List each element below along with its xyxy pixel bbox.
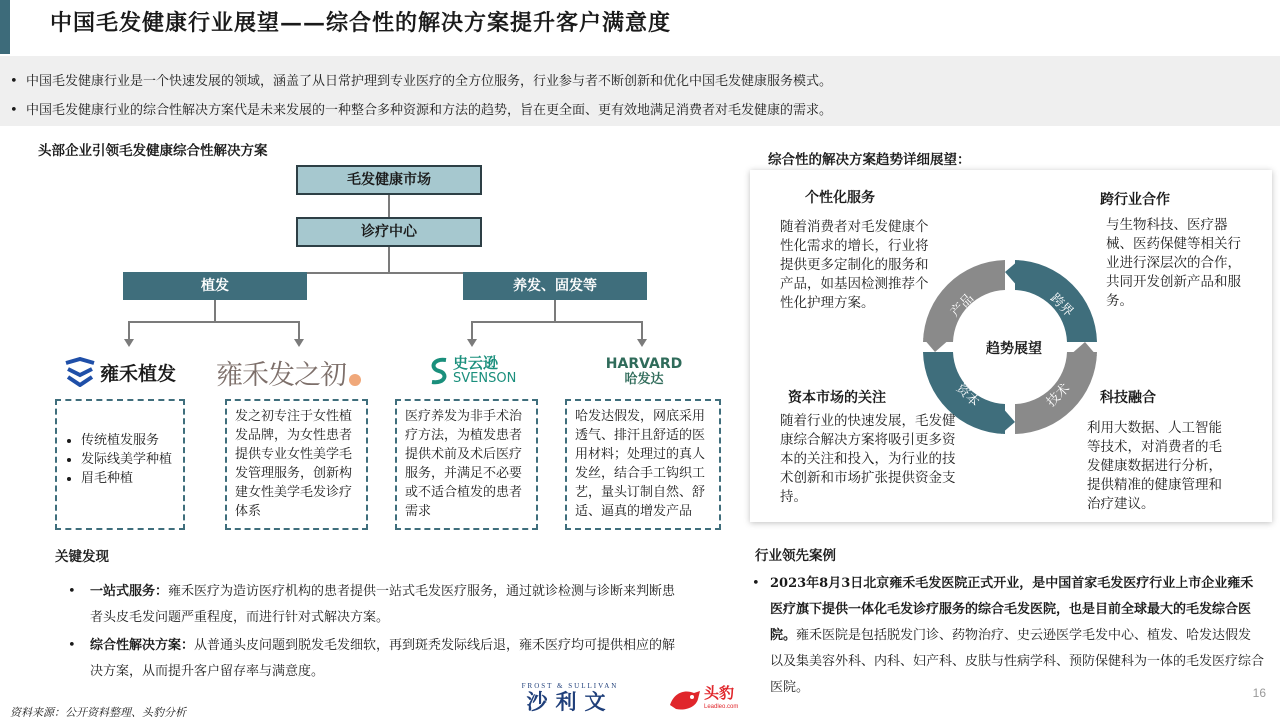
intro-band	[0, 56, 1280, 126]
connector	[298, 321, 300, 339]
trend-cycle-diagram	[919, 258, 1109, 438]
case-text: • 2023年8月3日北京雍禾毛发医院正式开业，是中国首家毛发医疗行业上市企业雍禾医疗旗下提供一体化毛发诊疗服务的综合毛发医院，也是目前全球最大的毛发综合医院。雍禾医院是包括脱发门诊、药物治疗、史云逊医学毛发中心、植发、哈发达假发以及集美容外科、内科、妇产科、皮肤与性病学科、预防保健科为一体的毛发医疗综合医院。	[752, 576, 1265, 695]
list-item: • 发际线美学种植	[81, 450, 175, 469]
case-heading: 行业领先案例	[755, 548, 836, 564]
key-findings-heading: 关键发现	[55, 549, 109, 565]
list-item: • 眉毛种植	[81, 469, 175, 488]
key-findings-list	[68, 579, 688, 685]
connector	[388, 247, 390, 273]
page-title: 中国毛发健康行业展望——综合性的解决方案提升客户满意度	[50, 10, 672, 36]
trend-text-personal: 随着消费者对毛发健康个性化需求的增长，行业将提供更多定制化的服务和产品，如基因检测推荐个性化护理方案。	[780, 219, 929, 311]
arrow-head	[294, 339, 304, 347]
connector	[214, 300, 216, 322]
list-item: • 一站式服务：雍禾医疗为造访医疗机构的患者提供一站式毛发医疗服务，通过就诊检测与诊断来判断患者头皮毛发问题严重程度，而进行针对式解决方案。	[68, 584, 676, 625]
svenson-s-icon	[428, 356, 450, 386]
clinic-box: 诊疗中心	[296, 217, 482, 247]
segment-label-tech: 技术	[1044, 381, 1074, 411]
cycle-arrow-head	[1001, 406, 1015, 434]
list-item: • 综合性解决方案：从普通头皮问题到脱发毛发细软，再到斑秃发际线后退，雍禾医疗均可提供相应的解决方案，从而提升客户留存率与满意度。	[68, 638, 676, 679]
connector	[471, 321, 643, 323]
arrow-head	[467, 339, 477, 347]
connector	[388, 195, 390, 218]
frost-sullivan-logo: FROST & SULLIVAN 沙利文	[521, 682, 619, 714]
yonghe-logo: 雍禾植发	[64, 356, 176, 388]
trend-title-tech: 科技融合	[1100, 390, 1156, 406]
connector	[554, 300, 556, 322]
segment-label-crossover: 跨界	[1046, 291, 1076, 321]
trend-text-crossover: 与生物科技、医疗器械、医药保健等相关行业进行深层次的合作，共同开发创新产品和服务。	[1106, 217, 1241, 309]
leopard-icon	[668, 687, 702, 713]
trend-title-personal: 个性化服务	[805, 190, 875, 206]
toubao-logo: 头豹 Leadleo.com	[668, 686, 738, 714]
cycle-center-label: 趋势展望	[986, 341, 1042, 357]
title-accent-bar	[0, 0, 10, 54]
svenson-logo: 史云逊 SVENSON	[428, 356, 516, 386]
left-section-heading: 头部企业引领毛发健康综合性解决方案	[38, 143, 268, 159]
list-item: • 传统植发服务	[81, 431, 175, 450]
trends-heading: 综合性的解决方案趋势详细展望：	[768, 152, 971, 168]
intro-bullet-2: • 中国毛发健康行业的综合性解决方案代是未来发展的一种整合多种资源和方法的趋势，旨在更全面、更有效地满足消费者对毛发健康的需求。	[10, 103, 833, 118]
branch-care-box: 养发、固发等	[463, 272, 647, 300]
cycle-arrow-head	[923, 338, 951, 352]
yonghe-service-list	[65, 431, 175, 488]
segment-label-product: 产品	[948, 291, 978, 321]
desc-box-harvard: 哈发达假发，网底采用透气、排汗且舒适的医用材料；处理过的真人发丝，结合手工钩织工艺，量头订制自然、舒适、逼真的增发产品	[565, 399, 721, 530]
connector	[128, 321, 130, 339]
cycle-arrow-head	[1069, 342, 1097, 356]
arrow-head	[637, 339, 647, 347]
source-note: 资料来源：公开资料整理、头豹分析	[10, 706, 186, 719]
connector	[471, 321, 473, 339]
desc-box-yonghe	[55, 399, 185, 530]
connector	[128, 321, 300, 323]
connector	[641, 321, 643, 339]
desc-box-fazhichu: 发之初专注于女性植发品牌，为女性患者提供专业女性美学毛发管理服务，创新构建女性美学毛发诊疗体系	[225, 399, 368, 530]
harvard-logo: HARVARD 哈发达	[605, 356, 683, 387]
fazhichu-logo: 雍禾发之初	[216, 353, 361, 392]
branch-plant-box: 植发	[123, 272, 307, 300]
segment-label-capital: 资本	[952, 381, 982, 411]
intro-bullet-1: • 中国毛发健康行业是一个快速发展的领域，涵盖了从日常护理到专业医疗的全方位服务，行业参与者不断创新和优化中国毛发健康服务模式。	[10, 74, 833, 89]
trend-text-capital: 随着行业的快速发展，毛发健康综合解决方案将吸引更多资本的关注和投入，为行业的技术创新和市场扩张提供资金支持。	[780, 413, 956, 505]
page-number: 16	[1252, 686, 1266, 700]
desc-box-svenson: 医疗养发为非手术治疗方法，为植发患者提供术前及术后医疗服务，并满足不必要或不适合植发的患者需求	[395, 399, 538, 530]
trend-title-capital: 资本市场的关注	[788, 390, 886, 406]
cycle-arrow-head	[1005, 260, 1019, 288]
trend-title-crossover: 跨行业合作	[1100, 192, 1170, 208]
yonghe-mark-icon	[64, 357, 96, 387]
fazhichu-dot-icon	[349, 374, 361, 386]
trend-text-tech: 利用大数据、人工智能等技术，对消费者的毛发健康数据进行分析，提供精准的健康管理和治疗建议。	[1087, 420, 1222, 512]
market-box: 毛发健康市场	[296, 165, 482, 195]
arrow-head	[124, 339, 134, 347]
